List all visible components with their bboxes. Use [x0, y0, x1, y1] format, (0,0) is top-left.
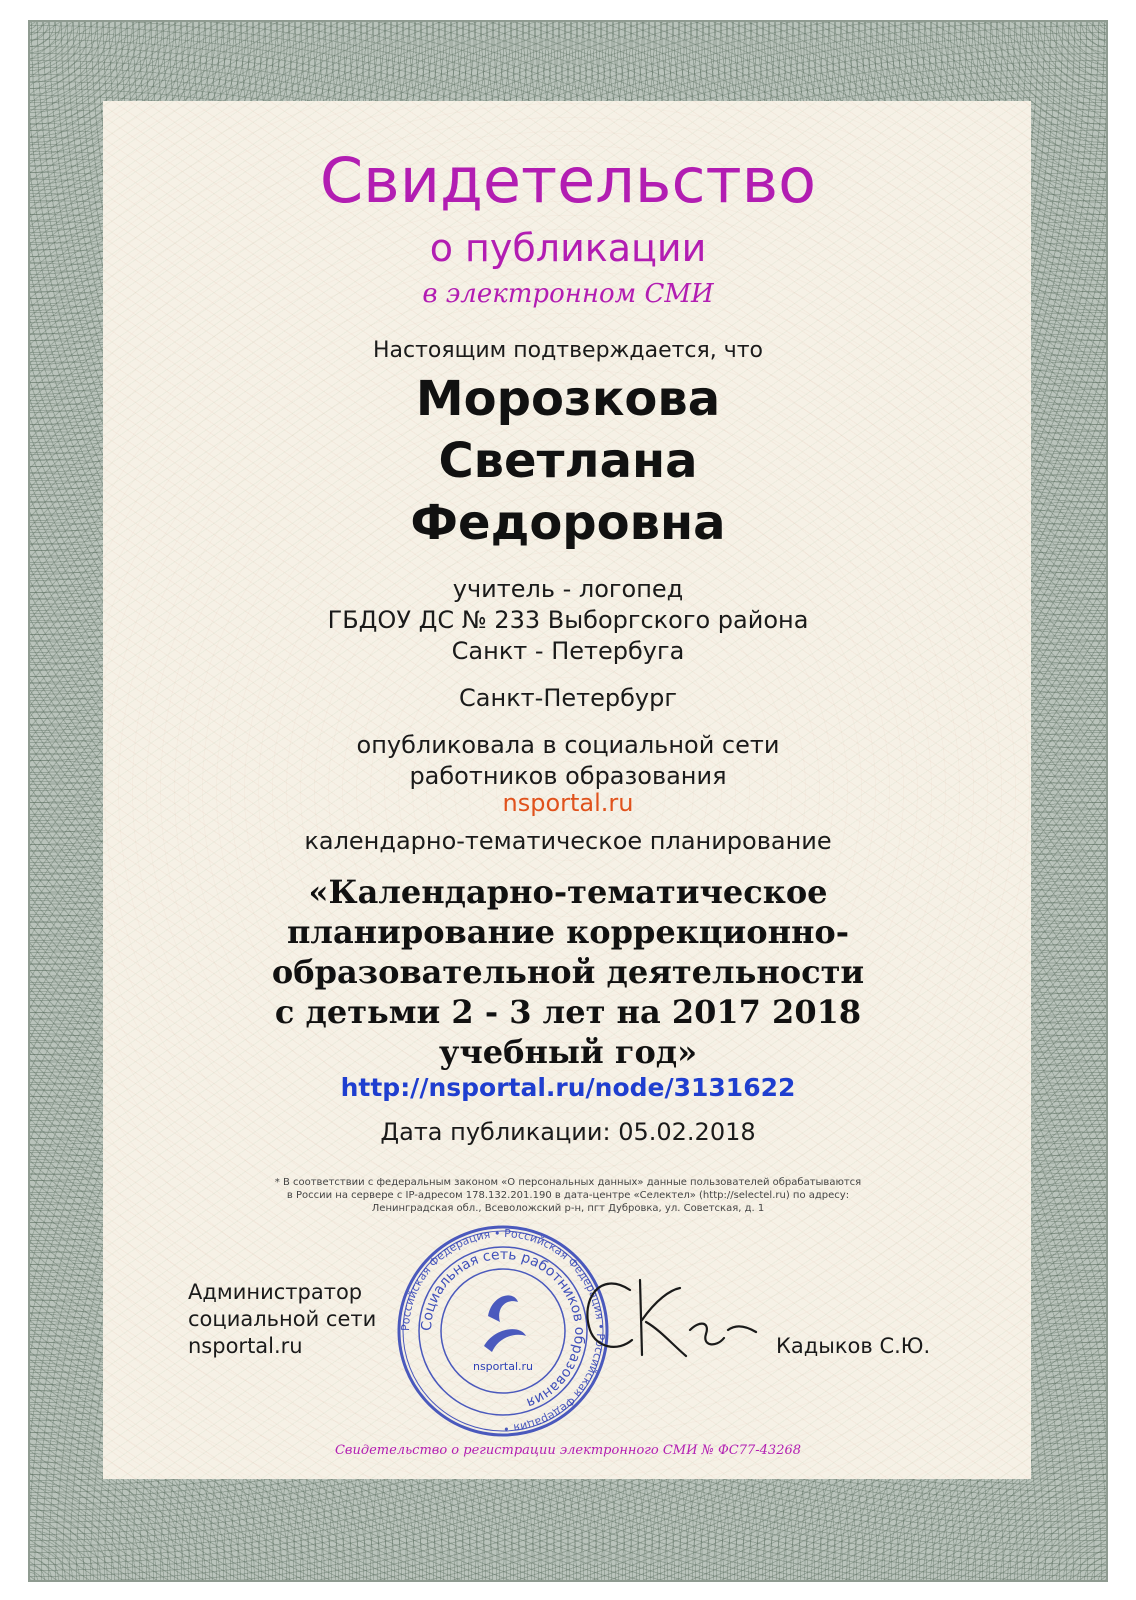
publication-title-line5: учебный год»	[438, 1033, 698, 1071]
certificate-subtitle: о публикации	[429, 226, 707, 270]
recipient-surname: Морозкова	[415, 371, 721, 427]
registration-number: Свидетельство о регистрации электронного СМИ № ФС77-43268	[334, 1443, 802, 1458]
publication-title-line4: с детьми 2 - 3 лет на 2017 2018	[274, 993, 862, 1031]
handwritten-signature	[560, 1260, 770, 1370]
recipient-patronymic: Федоровна	[410, 495, 726, 551]
recipient-name	[0, 368, 1136, 554]
recipient-organization: ГБДОУ ДС № 233 Выборгского района	[327, 606, 809, 634]
publication-title	[0, 872, 1136, 1072]
stamp-flame-logo	[488, 1295, 518, 1322]
certificate-title: Свидетельство	[319, 144, 817, 217]
signer-name: Кадыков С.Ю.	[776, 1334, 931, 1358]
footnote	[0, 1176, 1136, 1215]
stamp-center-text: nsportal.ru	[472, 1360, 534, 1373]
publication-title-line2: планирование коррекционно-	[286, 913, 850, 951]
intro-text: Настоящим подтверждается, что	[372, 338, 764, 363]
recipient-organization-city: Санкт - Петербуга	[451, 637, 685, 665]
footnote-line2: в России на сервере с IP-адресом 178.132.201.190 в дата-центре «Селектел» (http://selectel.ru) по адресу:	[286, 1190, 850, 1201]
published-text-line1: опубликовала в социальной сети	[356, 731, 780, 759]
footnote-line3: Ленинградская обл., Всеволожский р-н, пгт Дубровка, ул. Советская, д. 1	[371, 1203, 765, 1214]
admin-line2: социальной сети	[188, 1307, 377, 1331]
recipient-city: Санкт-Петербург	[459, 684, 677, 712]
site-name	[0, 788, 1136, 819]
publication-date: Дата публикации: 05.02.2018	[380, 1118, 756, 1146]
recipient-position: учитель - логопед	[452, 575, 684, 603]
stamp-inner-text: Социальная сеть работников образования	[418, 1246, 588, 1411]
publication-category: календарно-тематическое планирование	[304, 827, 832, 855]
administrator-block	[188, 1279, 376, 1360]
publication-title-line3: образовательной деятельности	[271, 953, 865, 991]
certificate-subtitle-media: в электронном СМИ	[422, 279, 714, 309]
published-text-line2: работников образования	[409, 762, 727, 790]
publication-title-line1: «Календарно-тематическое	[308, 873, 828, 911]
admin-line1: Администратор	[188, 1280, 363, 1304]
publication-link[interactable]: http://nsportal.ru/node/3131622	[340, 1073, 796, 1102]
recipient-first-name: Светлана	[438, 433, 698, 489]
site-name-rest: portal.ru	[530, 789, 634, 817]
admin-line3: nsportal.ru	[188, 1334, 303, 1358]
footnote-line1: * В соответствии с федеральным законом «О персональных данных» данные пользователей обрабатываются	[274, 1177, 862, 1188]
stamp-outer-text: Российская Федерация • Российская Федерация • Российская Федерация •	[398, 1226, 608, 1436]
site-name-prefix: ns	[502, 789, 531, 817]
